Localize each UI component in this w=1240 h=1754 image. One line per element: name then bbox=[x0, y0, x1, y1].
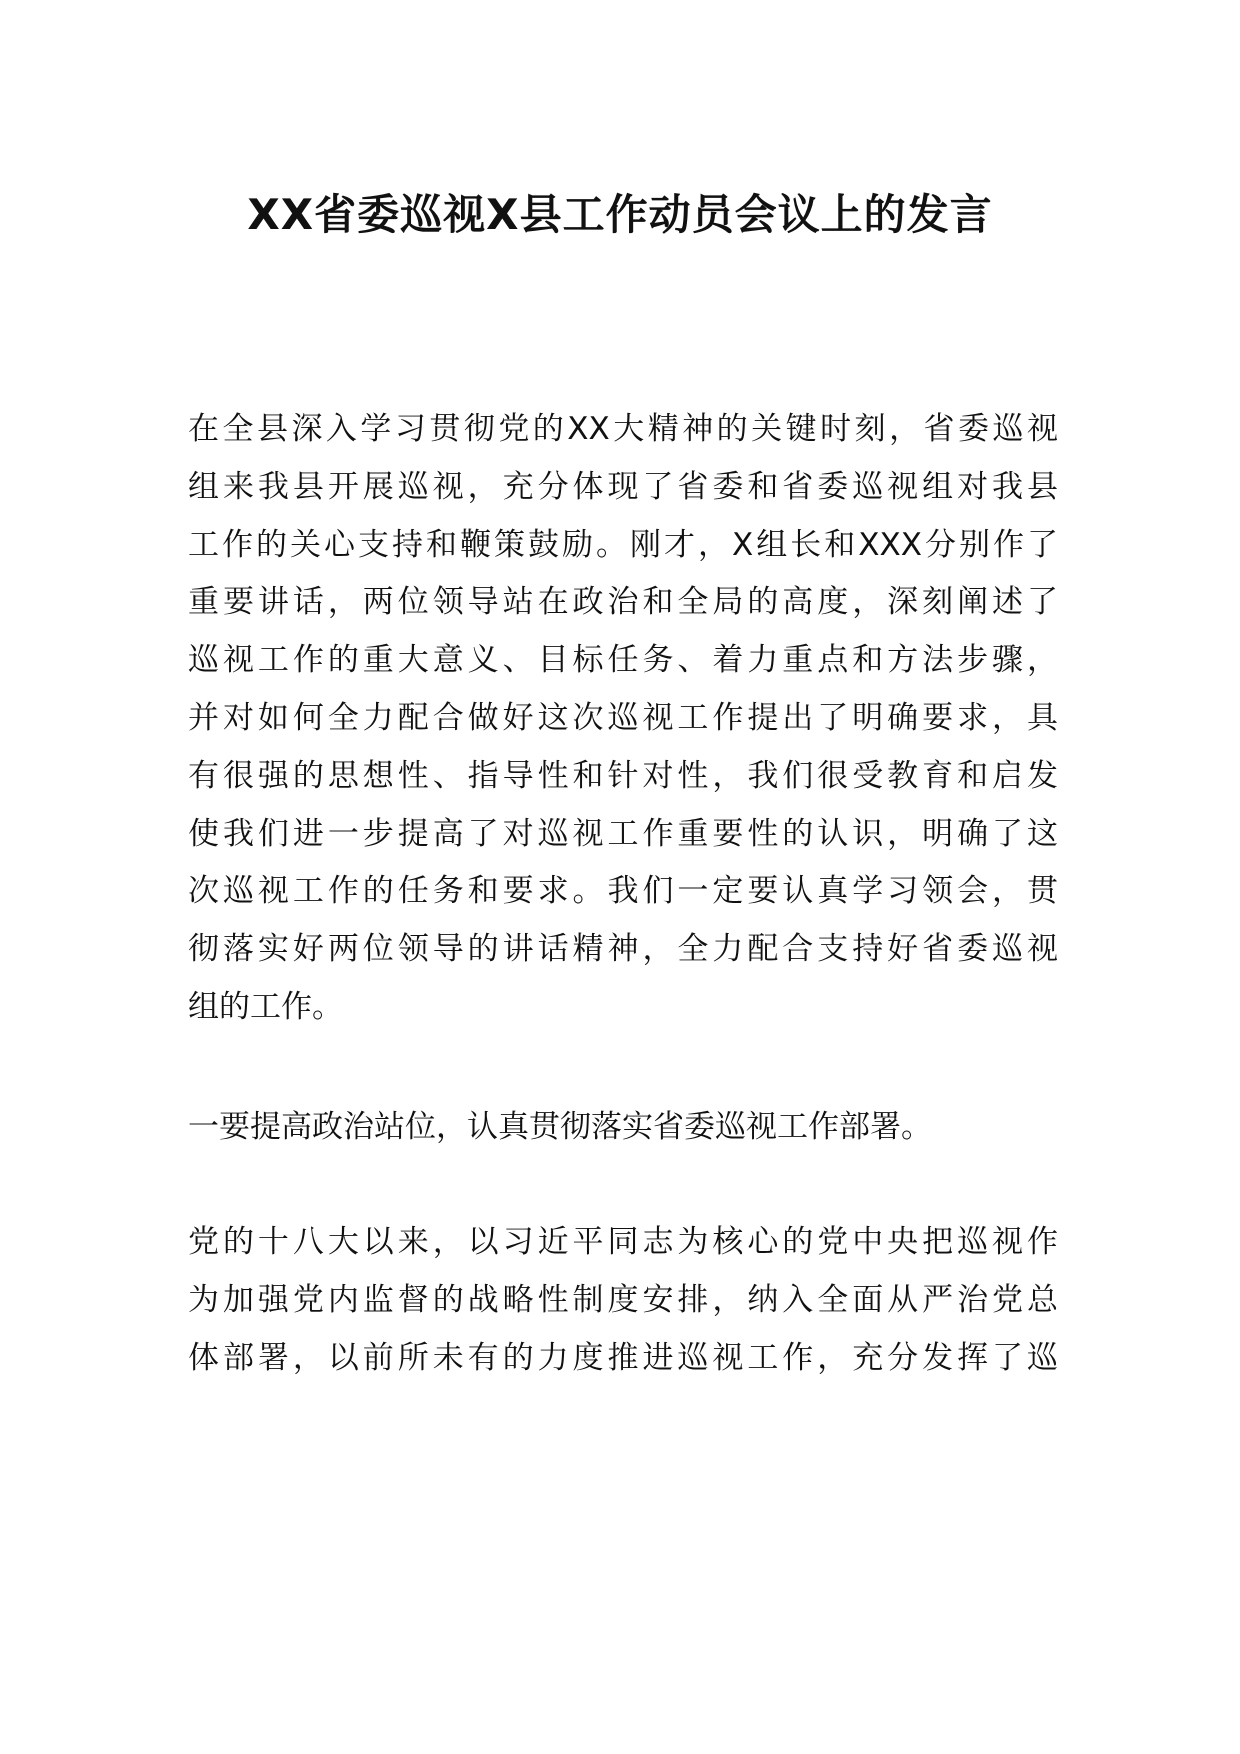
text-line: 在全县深入学习贯彻党的XX大精神的关键时刻，省委巡视 bbox=[188, 411, 1058, 447]
text-line: 有很强的思想性、指导性和针对性，我们很受教育和启发 bbox=[188, 757, 1058, 794]
text-line: 巡视工作的重大意义、目标任务、着力重点和方法步骤， bbox=[188, 642, 1058, 679]
heading-line: 一要提高政治站位，认真贯彻落实省委巡视工作部署。 bbox=[188, 1109, 932, 1145]
text-line: 组的工作。 bbox=[188, 988, 343, 1025]
text-line: 组来我县开展巡视，充分体现了省委和省委巡视组对我县 bbox=[188, 468, 1058, 505]
text-line: 党的十八大以来，以习近平同志为核心的党中央把巡视作 bbox=[188, 1224, 1058, 1260]
paragraph-2 bbox=[188, 1214, 1058, 1387]
text-line: 重要讲话，两位领导站在政治和全局的高度，深刻阐述了 bbox=[188, 584, 1058, 621]
text-line: 为加强党内监督的战略性制度安排，纳入全面从严治党总 bbox=[188, 1281, 1058, 1318]
text-line: 彻落实好两位领导的讲话精神，全力配合支持好省委巡视 bbox=[188, 931, 1058, 968]
document-title: XX省委巡视X县工作动员会议上的发言 bbox=[247, 190, 993, 239]
section-heading-1 bbox=[188, 1099, 1058, 1157]
text-line: 工作的关心支持和鞭策鼓励。刚才，X组长和XXX分别作了 bbox=[188, 526, 1058, 563]
text-line: 并对如何全力配合做好这次巡视工作提出了明确要求，具 bbox=[188, 699, 1058, 736]
text-line: 使我们进一步提高了对巡视工作重要性的认识，明确了这 bbox=[188, 815, 1058, 852]
paragraph-1 bbox=[188, 401, 1058, 1037]
text-line: 体部署，以前所未有的力度推进巡视工作，充分发挥了巡 bbox=[188, 1339, 1058, 1376]
text-line: 次巡视工作的任务和要求。我们一定要认真学习领会，贯 bbox=[188, 873, 1058, 910]
